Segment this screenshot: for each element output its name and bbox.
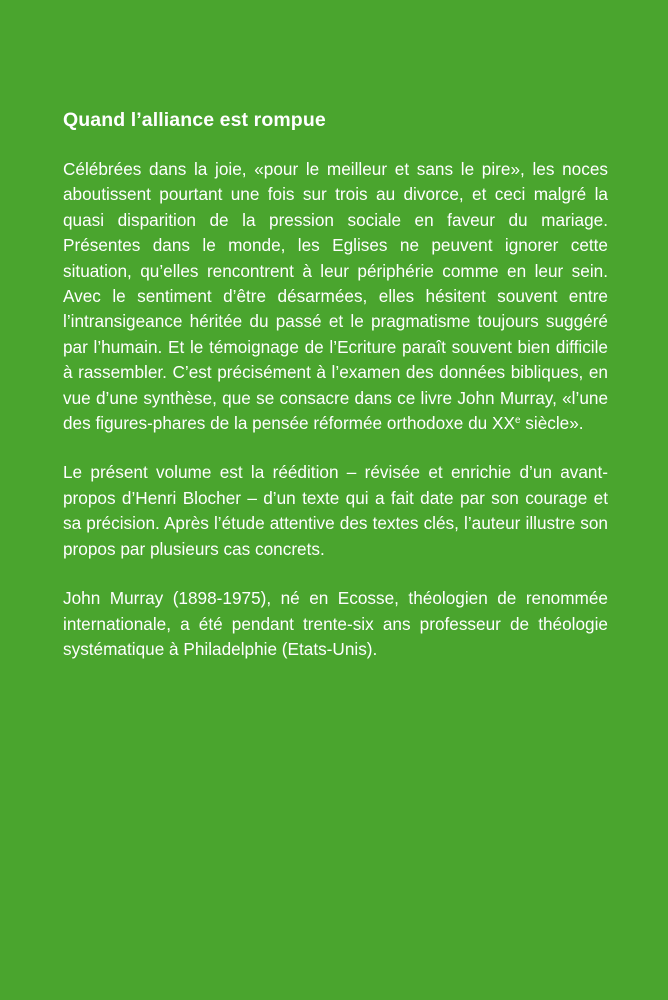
- blurb-paragraph-2: [63, 460, 608, 562]
- back-cover-text: [63, 107, 608, 686]
- book-title: Quand l’alliance est rompue: [63, 109, 326, 131]
- blurb-paragraph-1-text: [63, 157, 608, 436]
- author-bio-paragraph: [63, 586, 608, 662]
- century-superscript: e: [514, 415, 521, 427]
- blurb-paragraph-1: [63, 157, 608, 436]
- author-bio-text: John Murray (1898-1975), né en Ecosse, théologien de renommée internationale, a été pendant trente-six ans professeur de théologie systématique à Philadelphie (Etats-Unis).: [63, 588, 608, 659]
- blurb-paragraph-2-text: Le présent volume est la réédition – révisée et enrichie d’un avant-propos d’Henri Blocher – d’un texte qui a fait date par son courage et sa précision. Après l’étude attentive des textes clés, l’auteur illustre son propos par plusieurs cas concrets.: [63, 462, 608, 559]
- blurb-paragraph-1-main: Célébrées dans la joie, «pour le meilleur et sans le pire», les noces aboutissent pourtant une fois sur trois au divorce, et ceci malgré la quasi disparition de la pression sociale en faveur du mariage. Présentes dans le monde, les Eglises ne peuvent ignorer cette situation, qu’elles rencontrent à leur périphérie comme en leur sein. Avec le sentiment d’être désarmées, elles hésitent souvent entre l’intransigeance héritée du passé et le pragmatisme toujours suggéré par l’humain. Et le témoignage de l’Ecriture paraît souvent bien difficile à rassembler. C’est précisément à l’examen des données bibliques, en vue d’une synthèse, que se consacre dans ce livre John Murray, «l’une des figures-phares de la pensée réformée orthodoxe du XX: [63, 159, 608, 434]
- blurb-paragraph-1-end: siècle».: [520, 413, 584, 434]
